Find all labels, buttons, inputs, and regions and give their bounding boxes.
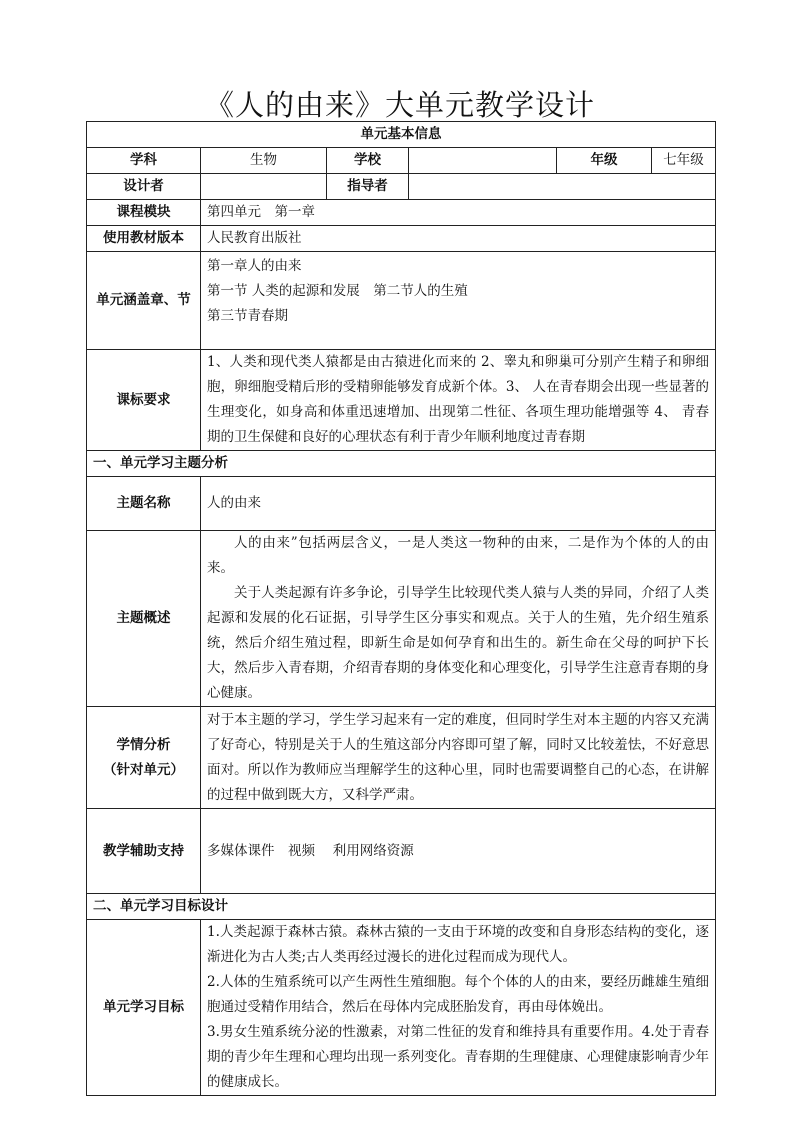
learner-label xyxy=(87,707,201,809)
school-value xyxy=(409,148,557,174)
module-value: 第四单元 第一章 xyxy=(201,200,716,226)
learner-label-line: 学情分析 xyxy=(116,736,171,753)
grade-label: 年级 xyxy=(557,148,652,174)
theme-name-value: 人的由来 xyxy=(201,477,716,531)
grade-value: 七年级 xyxy=(652,148,716,174)
section1-header-row xyxy=(87,451,716,477)
learner-row xyxy=(87,707,716,809)
standards-row xyxy=(87,350,716,451)
goal-item: 2.人体的生殖系统可以产生两性生殖细胞。每个个体的人的由来，要经历雌雄生殖细胞通过受精作用结合，然后在母体内完成胚胎发育，再由母体娩出。 xyxy=(207,974,710,1015)
design-table xyxy=(86,121,716,1096)
module-row xyxy=(87,200,716,226)
standards-value: 1、人类和现代类人猿都是由古猿进化而来的 2、睾丸和卵巢可分别产生精子和卵细胞，卵细胞受精后形的受精卵能够发育成新个体。3、 人在青春期会出现一些显著的生理变化，如身高和体重迅速增加、出现第二性征、各项生理功能增强等 4、 青春期的卫生保健和良好的心理状态有利于青少年顺利地度过青春期 xyxy=(201,350,716,451)
section2-header-row xyxy=(87,894,716,920)
page-title: 《人的由来》大单元教学设计 xyxy=(204,88,595,122)
mentor-label: 指导者 xyxy=(327,174,409,200)
basic-info-header: 单元基本信息 xyxy=(87,122,716,148)
overview-value xyxy=(201,531,716,707)
theme-name-label: 主题名称 xyxy=(87,477,201,531)
chapters-line: 第一节 人类的起源和发展 第二节人的生殖 xyxy=(207,283,468,299)
overview-paragraph: 人的由来”包括两层含义，一是人类这一物种的由来，二是作为个体的人的由来。 xyxy=(207,535,710,576)
support-label: 教学辅助支持 xyxy=(87,809,201,894)
chapters-value xyxy=(201,252,716,350)
section2-header: 二、单元学习目标设计 xyxy=(87,894,716,920)
chapters-line: 第三节青春期 xyxy=(207,308,288,324)
goals-row xyxy=(87,920,716,1096)
designer-label: 设计者 xyxy=(87,174,201,200)
subject-value: 生物 xyxy=(201,148,327,174)
chapters-line: 第一章人的由来 xyxy=(207,258,302,274)
goal-item: 1.人类起源于森林古猿。森林古猿的一支由于环境的改变和自身形态结构的变化，逐渐进化为古人类;古人类再经过漫长的进化过程而成为现代人。 xyxy=(207,924,710,965)
module-label: 课程模块 xyxy=(87,200,201,226)
edition-label: 使用教材版本 xyxy=(87,226,201,252)
edition-row xyxy=(87,226,716,252)
learner-value: 对于本主题的学习，学生学习起来有一定的难度，但同时学生对本主题的内容又充满了好奇心，特别是关于人的生殖这部分内容即可望了解，同时又比较羞怯，不好意思面对。所以作为教师应当理解学生的这种心里，同时也需要调整自己的心态，在讲解的过程中做到既大方，又科学严肃。 xyxy=(201,707,716,809)
section1-header: 一、单元学习主题分析 xyxy=(87,451,716,477)
mentor-value xyxy=(409,174,716,200)
subject-row xyxy=(87,148,716,174)
edition-value: 人民教育出版社 xyxy=(201,226,716,252)
learner-label-line: （针对单元） xyxy=(103,761,184,778)
overview-label: 主题概述 xyxy=(87,531,201,707)
designer-value xyxy=(201,174,327,200)
school-label: 学校 xyxy=(327,148,409,174)
chapters-label: 单元涵盖章、节 xyxy=(87,252,201,350)
overview-row xyxy=(87,531,716,707)
subject-label: 学科 xyxy=(87,148,201,174)
chapters-row xyxy=(87,252,716,350)
overview-paragraph: 关于人类起源有许多争论，引导学生比较现代类人猿与人类的异同，介绍了人类起源和发展的化石证据，引导学生区分事实和观点。关于人的生殖，先介绍生殖系统，然后介绍生殖过程，即新生命是如何孕育和出生的。新生命在父母的呵护下长大，然后步入青春期，介绍青春期的身体变化和心理变化，引导学生注意青春期的身心健康。 xyxy=(207,585,710,701)
theme-name-row xyxy=(87,477,716,531)
goal-item: 3.男女生殖系统分泌的性激素，对第二性征的发育和维持具有重要作用。4.处于青春期的青少年生理和心理均出现一系列变化。青春期的生理健康、心理健康影响青少年的健康成长。 xyxy=(207,1024,710,1090)
standards-label: 课标要求 xyxy=(87,350,201,451)
designer-row xyxy=(87,174,716,200)
support-value: 多媒体课件 视频 利用网络资源 xyxy=(201,809,716,894)
support-row xyxy=(87,809,716,894)
goals-label: 单元学习目标 xyxy=(87,920,201,1096)
basic-info-header-row xyxy=(87,122,716,148)
goals-value xyxy=(201,920,716,1096)
